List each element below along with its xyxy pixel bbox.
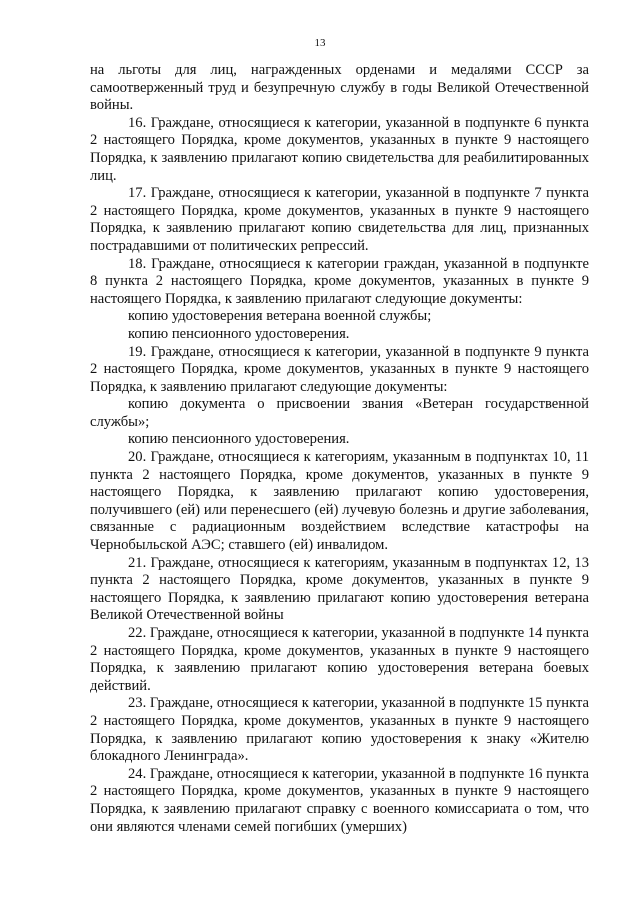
page-number: 13: [314, 37, 326, 49]
paragraph-16: 16. Граждане, относящиеся к категории, указанной в подпункте 6 пункта 2 настоящего Порядка, кроме документов, указанных в пункте 9 настоящего Порядка, к заявлению прилагают копию свидетельства для реабилитированных лиц.: [90, 114, 589, 184]
paragraph-18-item-2: копию пенсионного удостоверения.: [128, 325, 350, 342]
paragraph-19-item-1: копию документа о присвоении звания «Ветеран государственной службы»;: [90, 396, 589, 430]
paragraph-20: 20. Граждане, относящиеся к категориям, указанным в подпунктах 10, 11 пункта 2 настоящего Порядка, кроме документов, указанных в пункте 9 настоящего Порядка, к заявлению прилагают копию удостоверения, получившего (ей) или перенесшего (ей) лучевую болезнь и другие заболевания, связанные с радиационным воздействием вследствие катастрофы на Чернобыльской АЭС; ставшего (ей) инвалидом.: [90, 449, 589, 554]
document-body: [90, 62, 589, 836]
paragraph-19: 19. Граждане, относящиеся к категории, указанной в подпункте 9 пункта 2 настоящего Порядка, кроме документов, указанных в пункте 9 настоящего Порядка, к заявлению прилагают следующие документы:: [90, 343, 589, 395]
paragraph-18: 18. Граждане, относящиеся к категории граждан, указанной в подпункте 8 пункта 2 настоящего Порядка, кроме документов, указанных в пункте 9 настоящего Порядка, к заявлению прилагают следующие документы:: [90, 255, 589, 307]
paragraph-17: 17. Граждане, относящиеся к категории, указанной в подпункте 7 пункта 2 настоящего Порядка, кроме документов, указанных в пункте 9 настоящего Порядка, к заявлению прилагают копию свидетельства для лиц, признанных пострадавшими от политических репрессий.: [90, 185, 589, 254]
paragraph-19-item-2: копию пенсионного удостоверения.: [128, 431, 350, 448]
paragraph-21: 21. Граждане, относящиеся к категориям, указанным в подпунктах 12, 13 пункта 2 настоящего Порядка, кроме документов, указанных в пункте 9 настоящего Порядка, к заявлению прилагают копию удостоверения ветерана Великой Отечественной войны: [90, 554, 589, 624]
paragraph-22: 22. Граждане, относящиеся к категории, указанной в подпункте 14 пункта 2 настоящего Порядка, кроме документов, указанных в пункте 9 настоящего Порядка, к заявлению прилагают копию удостоверения ветерана боевых действий.: [90, 625, 589, 694]
paragraph-18-item-1: копию удостоверения ветерана военной службы;: [128, 308, 432, 325]
paragraph-24: 24. Граждане, относящиеся к категории, указанной в подпункте 16 пункта 2 настоящего Порядка, кроме документов, указанных в пункте 9 настоящего Порядка, к заявлению прилагают справку с военного комиссариата о том, что они являются членами семей погибших (умерших): [90, 765, 589, 835]
paragraph-continuation: на льготы для лиц, награжденных орденами и медалями СССР за самоотверженный труд и безупречную службу в годы Великой Отечественной войны.: [90, 62, 589, 114]
paragraph-23: 23. Граждане, относящиеся к категории, указанной в подпункте 15 пункта 2 настоящего Порядка, кроме документов, указанных в пункте 9 настоящего Порядка, к заявлению прилагают копию удостоверения к знаку «Жителю блокадного Ленинграда».: [90, 695, 589, 765]
